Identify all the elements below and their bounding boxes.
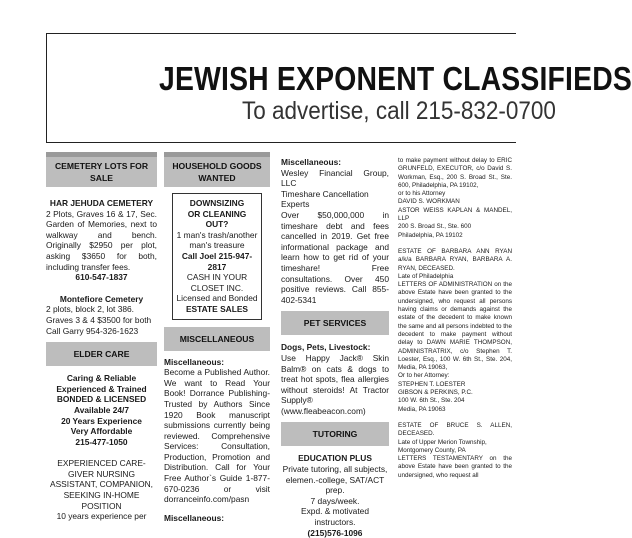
- ad-caregiver-line6: Very Affordable: [70, 426, 133, 437]
- ad-caregiver-line3: BONDED & LICENSED: [56, 394, 147, 405]
- ad-caregiver-line5: 20 Years Experience: [61, 415, 142, 426]
- box-ad-line4: 1 man's trash/another man's treasure: [176, 229, 258, 251]
- publication-title: JEWISH EXPONENT CLASSIFIEDS: [159, 60, 632, 97]
- masthead-banner: [46, 33, 632, 143]
- notice-allen-title: ESTATE OF BRUCE S. ALLEN, DECEASED.: [398, 421, 512, 438]
- ad-wesley-tagline: Timeshare Cancellation Experts: [281, 188, 369, 210]
- ad-har-jehuda-body: 2 Plots, Graves 16 & 17, Sec. Garden of Memories, next to walkway and bench. Originally $2950 per plot, asking $3650 for both, including transfer fees.: [46, 208, 157, 272]
- column-2: [164, 157, 270, 523]
- pet-services-header: PET SERVICES: [281, 311, 389, 335]
- column-3: [281, 157, 389, 538]
- box-ad-line8: ESTATE SALES: [185, 303, 249, 314]
- downsizing-box-ad: [172, 193, 262, 320]
- notice-grunfeld-firm: ASTOR WEISS KAPLAN & MANDEL, LLP: [398, 206, 512, 223]
- notice-ryan-address1: 100 W. 6th St., Ste. 204: [398, 397, 465, 405]
- ad-montefiore-body: 2 plots, block 2, lot 386. Graves 3 & 4 $3500 for both Call Garry 954-326-1623: [46, 304, 152, 336]
- notice-grunfeld-body: to make payment without delay to ERIC GRUNFELD, EXECUTOR, c/o David S. Workman, Esq., 200 S. Broad St., Ste. 600, Philadelphia, PA 19102,: [398, 157, 512, 189]
- ad-nursing-assistant-more: 10 years experience per: [56, 511, 147, 522]
- advertise-phone-line: To advertise, call 215-832-0700: [242, 97, 556, 125]
- ad-caregiver-phone: 215-477-1050: [75, 436, 128, 447]
- notice-grunfeld-attorney-name: DAVID S. WORKMAN: [398, 198, 460, 206]
- notice-grunfeld-address1: 200 S. Broad St., Ste. 600: [398, 223, 472, 231]
- notice-allen-residence: Late of Upper Merion Township, Montgomery County, PA: [398, 438, 487, 454]
- elder-care-header: ELDER CARE: [46, 342, 157, 366]
- ad-tutoring-line2: 7 days/week.: [310, 495, 360, 506]
- notice-ryan-attorney-label: Or to her Attorney:: [398, 372, 450, 380]
- notice-grunfeld-attorney-label: or to his Attorney: [398, 190, 446, 198]
- ad-dorrance-body: Become a Published Author. We want to Read Your Book! Dorrance Publishing-Trusted by Authors Since 1920 Book manuscript submissions currently being reviewed. Comprehensive Services: Consultation, Production, Promotion and Distribution. Call for Your Free Author`s Guide 1-877-670-0236 or visit dorranceinfo.com/pasn: [164, 367, 270, 505]
- notice-ryan-attorney-name: STEPHEN T. LOESTER: [398, 380, 466, 388]
- notice-ryan-residence: Late of Philadelphia: [398, 272, 454, 280]
- ad-pets-body: Use Happy Jack® Skin Balm® on cats & dogs to treat hot spots, flea allergies without steroids! At Tractor Supply® (www.fleabeacon.com): [281, 352, 389, 416]
- ad-caregiver-line2: Experienced & Trained: [56, 383, 147, 394]
- ad-har-jehuda-title: HAR JEHUDA CEMETERY: [49, 198, 154, 208]
- ad-tutoring-phone: (215)576-1096: [307, 527, 363, 538]
- household-goods-header: HOUSEHOLD GOODS WANTED: [164, 157, 270, 187]
- ad-caregiver-line1: Caring & Reliable: [66, 373, 137, 384]
- notice-allen-body: LETTERS TESTAMENTARY on the above Estate have been granted to the undersigned, who request all: [398, 455, 512, 479]
- notice-ryan-title: ESTATE OF BARBARA ANN RYAN a/k/a BARBARA RYAN, BARBARA A. RYAN, DECEASED.: [398, 247, 512, 272]
- ad-pets-title: Dogs, Pets, Livestock:: [281, 342, 371, 353]
- ad-wesley-title: Miscellaneous:: [281, 157, 342, 167]
- tutoring-header: TUTORING: [281, 422, 389, 446]
- ad-wesley-company: Wesley Financial Group, LLC: [281, 167, 389, 189]
- ad-har-jehuda-phone: 610-547-1837: [75, 272, 128, 283]
- notice-ryan-address2: Media, PA 19063: [398, 405, 446, 413]
- column-4-legal-notices: [398, 157, 512, 480]
- notice-ryan-body: LETTERS OF ADMINISTRATION on the above Estate have been granted to the undersigned, who request all persons having claims or demands against the estate of the decedent to make known the same and all persons indebted to the decedent to make payment without delay to DAWN MARIE THOMPSON, ADMINISTRATRIX, c/o Stephen T. Loester, Esq., 100 W. 6th St., Ste. 204, Media, PA 19063,: [398, 281, 512, 372]
- ad-misc2-title: Miscellaneous:: [164, 512, 225, 523]
- ad-nursing-assistant-body: EXPERIENCED CARE-GIVER NURSING ASSISTANT, COMPANION, SEEKING IN-HOME POSITION: [50, 458, 153, 511]
- ad-tutoring-line3: Expd. & motivated instructors.: [301, 506, 369, 528]
- notice-ryan-firm: GIBSON & PERKINS, P.C.: [398, 389, 473, 397]
- ad-wesley-body: Over $50,000,000 in timeshare debt and fees cancelled in 2019. Get free informational package and learn how to get rid of your timeshare! Free consultations. Over 450 positive reviews. Call 855-402-5341: [281, 209, 389, 305]
- box-ad-line7: Licensed and Bonded: [176, 293, 258, 304]
- ad-tutoring-line1: Private tutoring, all subjects, elemen.-college, SAT/ACT prep.: [282, 464, 388, 496]
- column-1: [46, 157, 157, 522]
- ad-tutoring-title: EDUCATION PLUS: [298, 453, 372, 464]
- ad-dorrance-title: Miscellaneous:: [164, 356, 225, 367]
- ad-montefiore-title: Montefiore Cemetery: [59, 293, 144, 304]
- box-ad-phone: Call Joel 215-947-2817: [181, 250, 253, 272]
- cemetery-lots-header: CEMETERY LOTS FOR SALE: [46, 157, 157, 187]
- box-ad-line1: DOWNSIZING: [189, 198, 245, 208]
- ad-caregiver-line4: Available 24/7: [73, 404, 130, 415]
- miscellaneous-header: MISCELLANEOUS: [164, 327, 270, 351]
- box-ad-line3: OUT?: [205, 219, 229, 230]
- box-ad-line6: CASH IN YOUR CLOSET INC.: [186, 272, 248, 293]
- notice-grunfeld-address2: Philadelphia, PA 19102: [398, 231, 463, 239]
- box-ad-line2: OR CLEANING: [187, 208, 247, 219]
